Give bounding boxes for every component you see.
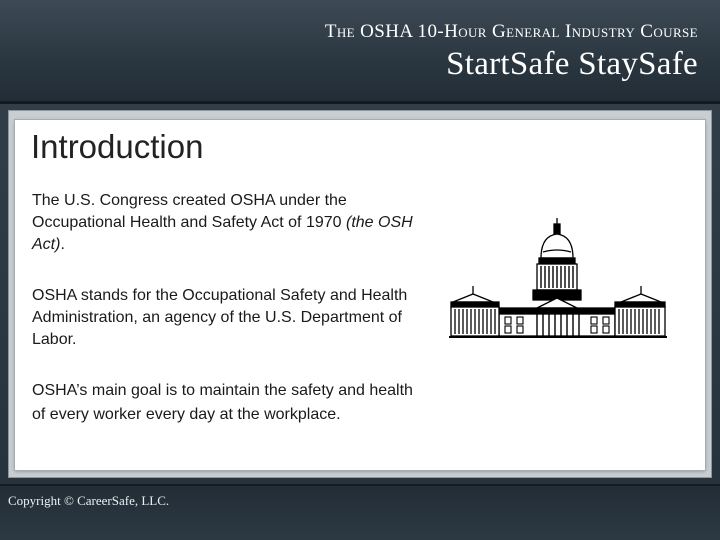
paragraph-text: The U.S. Congress created OSHA under the Occupational Health and Safety Act of 1970 xyxy=(32,192,347,231)
paragraph-osh-act xyxy=(32,190,427,256)
footer-bar xyxy=(0,484,720,540)
header-banner xyxy=(0,0,720,104)
course-title: The OSHA 10-Hour General Industry Course xyxy=(324,21,698,42)
content-panel xyxy=(15,120,705,470)
capitol-building-icon xyxy=(449,216,667,342)
copyright-text: Copyright © CareerSafe, LLC. xyxy=(8,493,170,508)
slide-title: Introduction xyxy=(31,128,204,165)
paragraph-osha-goal: OSHA’s main goal is to maintain the safety and health of every worker every day at the workplace. xyxy=(32,382,413,423)
paragraph-osha-definition: OSHA stands for the Occupational Safety and Health Administration, an agency of the U.S. Department of Labor. xyxy=(32,287,408,348)
brand-title: StartSafe StaySafe xyxy=(446,46,698,82)
paragraph-emphasis: (the OSH Act) xyxy=(32,214,413,253)
paragraph-suffix: . xyxy=(60,236,65,253)
